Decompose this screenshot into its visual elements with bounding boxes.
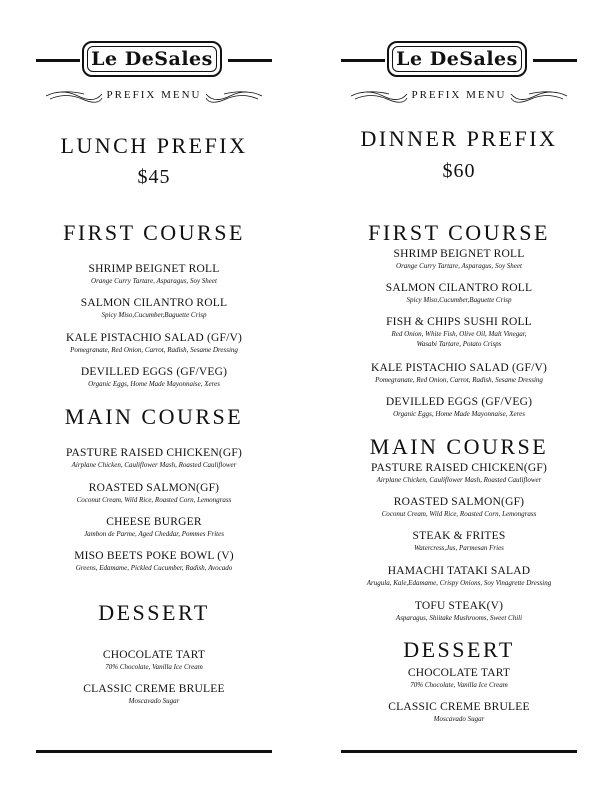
item-description: Pomegranate, Red Onion, Carrot, Radish, Sesame Dressing (375, 376, 543, 384)
subtitle-row (341, 86, 577, 106)
item-description: Asparagus, Shiitake Mushrooms, Sweet Chili (395, 614, 523, 622)
item-description: Coconut Cream, Wild Rice, Roasted Corn, Lemongrass (76, 496, 232, 504)
item-description: Orange Curry Tartare, Asparagus, Soy Sheet (396, 262, 522, 270)
menu-item (36, 297, 272, 320)
first-course-heading: FIRST COURSE (368, 220, 550, 245)
item-name: MISO BEETS POKE BOWL (V) (74, 550, 234, 562)
item-name: KALE PISTACHIO SALAD (GF/V) (65, 332, 243, 344)
menu-item (341, 530, 577, 553)
menu-subtitle: PREFIX MENU (411, 89, 507, 101)
logo-rule-right (533, 59, 577, 62)
menu-item (341, 282, 577, 305)
bottom-rule (341, 750, 577, 753)
flourish-right-icon (204, 88, 264, 104)
menu-item (36, 482, 272, 505)
dessert-heading: DESSERT (98, 600, 210, 625)
item-description: Red Onion, White Fish, Olive Oil, Malt Vinegar, (391, 330, 527, 338)
logo-plaque (82, 41, 222, 77)
item-description: Spicy Miso,Cucumber,Baguette Crisp (406, 296, 512, 304)
item-name: SHRIMP BEIGNET ROLL (393, 248, 525, 260)
menu-item (36, 683, 272, 706)
item-description: Airplane Chicken, Cauliflower Mash, Roasted Cauliflower (376, 476, 542, 484)
item-description: Organic Eggs, Home Made Mayonnaise, Xeres (88, 380, 220, 388)
item-name: PASTURE RAISED CHICKEN(GF) (370, 462, 547, 474)
flourish-right-icon (509, 88, 569, 104)
menu-item (341, 462, 577, 485)
item-description: Jambon de Parme, Aged Cheddar, Pommes Frites (84, 530, 224, 538)
menu-item (36, 332, 272, 355)
item-name: DEVILLED EGGS (GF/VEG) (385, 396, 533, 408)
item-description: Pomegranate, Red Onion, Carrot, Radish, Sesame Dressing (70, 346, 238, 354)
menu-title: DINNER PREFIX (360, 126, 558, 151)
menu-item (36, 263, 272, 286)
item-description-continued: Wasabi Tartare, Potato Crisps (416, 340, 502, 348)
item-description: Spicy Miso,Cucumber,Baguette Crisp (101, 311, 207, 319)
menu-item (36, 447, 272, 470)
menu-item (341, 362, 577, 385)
item-name: TOFU STEAK(V) (414, 600, 504, 612)
menu-title: LUNCH PREFIX (60, 133, 248, 158)
bottom-rule (36, 750, 272, 753)
item-description: Coconut Cream, Wild Rice, Roasted Corn, Lemongrass (381, 510, 537, 518)
item-description: 70% Chocolate, Vanilla Ice Cream (410, 681, 508, 689)
menu-item (36, 516, 272, 539)
menu-item (341, 667, 577, 690)
menu-item (341, 316, 577, 349)
menu-item (341, 600, 577, 623)
first-course-heading: FIRST COURSE (63, 220, 245, 245)
item-name: ROASTED SALMON(GF) (393, 496, 525, 508)
lunch-menu (36, 0, 272, 792)
item-description: Orange Curry Tartare, Asparagus, Soy Sheet (91, 277, 217, 285)
item-name: ROASTED SALMON(GF) (88, 482, 220, 494)
brand-name: Le DeSales (396, 48, 518, 70)
logo-rule-left (36, 59, 80, 62)
item-description: 70% Chocolate, Vanilla Ice Cream (105, 663, 203, 671)
item-description: Arugula, Kale,Edamame, Crispy Onions, Soy Vinagrette Dressing (366, 579, 552, 587)
menu-price: $60 (442, 160, 476, 182)
item-description: Airplane Chicken, Cauliflower Mash, Roasted Cauliflower (71, 461, 237, 469)
item-name: CLASSIC CREME BRULEE (83, 683, 225, 695)
item-name: PASTURE RAISED CHICKEN(GF) (65, 447, 242, 459)
dessert-heading: DESSERT (403, 637, 515, 662)
item-name: FISH & CHIPS SUSHI ROLL (386, 316, 532, 328)
menu-item (36, 550, 272, 573)
logo-rule-left (341, 59, 385, 62)
menu-item (341, 248, 577, 271)
item-name: STEAK & FRITES (412, 530, 506, 542)
item-name: DEVILLED EGGS (GF/VEG) (80, 366, 228, 378)
item-description: Organic Eggs, Home Made Mayonnaise, Xeres (393, 410, 525, 418)
menu-item (341, 396, 577, 419)
main-course-heading: MAIN COURSE (369, 434, 549, 459)
logo-rule-right (228, 59, 272, 62)
item-name: HAMACHI TATAKI SALAD (387, 565, 531, 577)
item-name: CHOCOLATE TART (407, 667, 511, 679)
logo-plaque (387, 41, 527, 77)
menu-item (341, 565, 577, 588)
item-description: Watercress,Jus, Parmesan Fries (414, 544, 504, 552)
item-name: CLASSIC CREME BRULEE (388, 701, 530, 713)
brand-logo (341, 40, 577, 80)
menu-item (36, 649, 272, 672)
item-name: KALE PISTACHIO SALAD (GF/V) (370, 362, 548, 374)
item-description: Greens, Edamame, Pickled Cucumber, Radish, Avocado (75, 564, 233, 572)
menu-price: $45 (137, 166, 171, 188)
item-description: Moscavado Sugar (433, 715, 485, 723)
menu-subtitle: PREFIX MENU (106, 89, 202, 101)
item-name: CHOCOLATE TART (102, 649, 206, 661)
item-name: SALMON CILANTRO ROLL (80, 297, 228, 309)
item-description: Moscavado Sugar (128, 697, 180, 705)
item-name: CHEESE BURGER (106, 516, 202, 528)
item-name: SALMON CILANTRO ROLL (385, 282, 533, 294)
item-name: SHRIMP BEIGNET ROLL (88, 263, 220, 275)
menu-item (341, 496, 577, 519)
subtitle-row (36, 86, 272, 106)
menu-item (341, 701, 577, 724)
brand-logo (36, 40, 272, 80)
dinner-menu (341, 0, 577, 792)
main-course-heading: MAIN COURSE (64, 404, 244, 429)
brand-name: Le DeSales (91, 48, 213, 70)
menu-item (36, 366, 272, 389)
